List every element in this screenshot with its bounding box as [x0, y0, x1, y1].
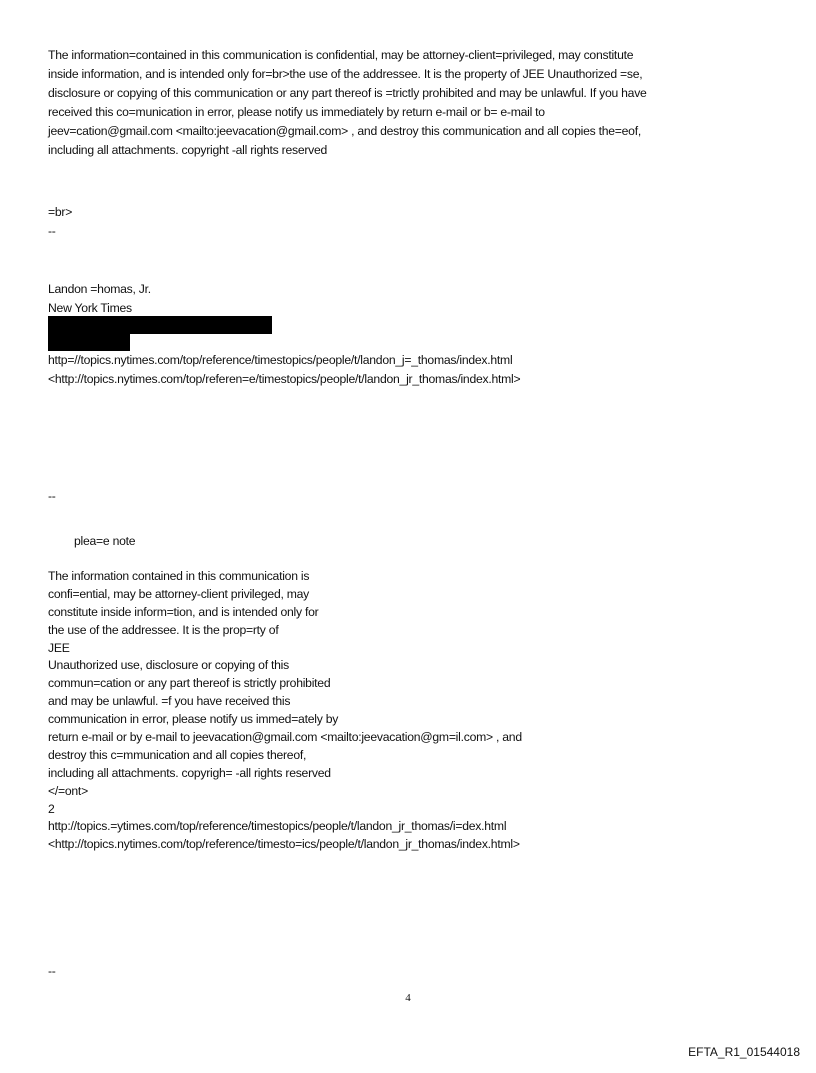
text-line: destroy this c=mmunication and all copies thereof,: [48, 747, 307, 762]
text-line: return e-mail or by e-mail to jeevacation@gmail.com <mailto:jeevacation@gm=il.com> , and: [48, 730, 522, 745]
text-line: 2: [48, 801, 55, 816]
separator-2: [48, 487, 56, 506]
separator: --: [48, 224, 56, 238]
br-tag-block: [48, 203, 72, 241]
signature-block: [48, 280, 151, 318]
text-line: the use of the addressee. It is the prop=rty of: [48, 622, 279, 637]
text-line: commun=cation or any part thereof is strictly prohibited: [48, 676, 331, 691]
note-line: [74, 532, 135, 551]
signature-name: Landon =homas, Jr.: [48, 282, 151, 296]
text-line: inside information, and is intended only for=br>the use of the addressee. It is the property of JEE Unauthorized =se,: [48, 67, 643, 81]
url-line[interactable]: <http://topics.nytimes.com/top/reference/timesto=ics/people/t/landon_jr_thomas/index.html>: [48, 837, 520, 852]
text-line: communication in error, please notify us immed=ately by: [48, 712, 339, 727]
text-line: The information=contained in this communication is confidential, may be attorney-client=privileged, may constitute: [48, 48, 634, 62]
text-line: JEE: [48, 640, 70, 655]
page-number: 4: [405, 992, 411, 1004]
signature-org: New York Times: [48, 301, 132, 315]
br-tag-text: =br>: [48, 205, 73, 219]
bates-number: EFTA_R1_01544018: [688, 1045, 800, 1059]
separator: --: [48, 489, 56, 503]
text-line: received this co=munication in error, please notify us immediately by return e-mail or b= e-mail to: [48, 105, 545, 119]
disclaimer-paragraph-1: [48, 46, 647, 160]
url-line[interactable]: http://topics.=ytimes.com/top/reference/timestopics/people/t/landon_jr_thomas/i=dex.html: [48, 819, 507, 834]
text-line: and may be unlawful. =f you have received this: [48, 694, 291, 709]
separator-3: [48, 962, 56, 981]
text-line: confi=ential, may be attorney-client privileged, may: [48, 586, 310, 601]
text-line: including all attachments. copyrigh= -all rights reserved: [48, 765, 331, 780]
redaction-box: [48, 316, 272, 334]
text-line: Unauthorized use, disclosure or copying of this: [48, 658, 289, 673]
text-line: </=ont>: [48, 783, 88, 798]
text-line: constitute inside inform=tion, and is intended only for: [48, 604, 319, 619]
profile-url[interactable]: http=//topics.nytimes.com/top/reference/timestopics/people/t/landon_j=_thomas/index.html: [48, 353, 513, 367]
profile-url-link[interactable]: <http://topics.nytimes.com/top/referen=e/timestopics/people/t/landon_jr_thomas/index.html>: [48, 372, 521, 386]
text-line: disclosure or copying of this communication or any part thereof is =trictly prohibited and may be unlawful. If you have: [48, 86, 647, 100]
text-line: including all attachments. copyright -all rights reserved: [48, 143, 328, 157]
text-line: The information contained in this communication is: [48, 569, 310, 583]
signature-links: [48, 351, 520, 389]
separator: --: [48, 964, 56, 978]
note-text: plea=e note: [74, 534, 136, 548]
disclaimer-paragraph-2: [48, 568, 522, 854]
redaction-box: [48, 333, 130, 351]
text-line: jeev=cation@gmail.com <mailto:jeevacation@gmail.com> , and destroy this communication and all copies the=eof,: [48, 124, 641, 138]
